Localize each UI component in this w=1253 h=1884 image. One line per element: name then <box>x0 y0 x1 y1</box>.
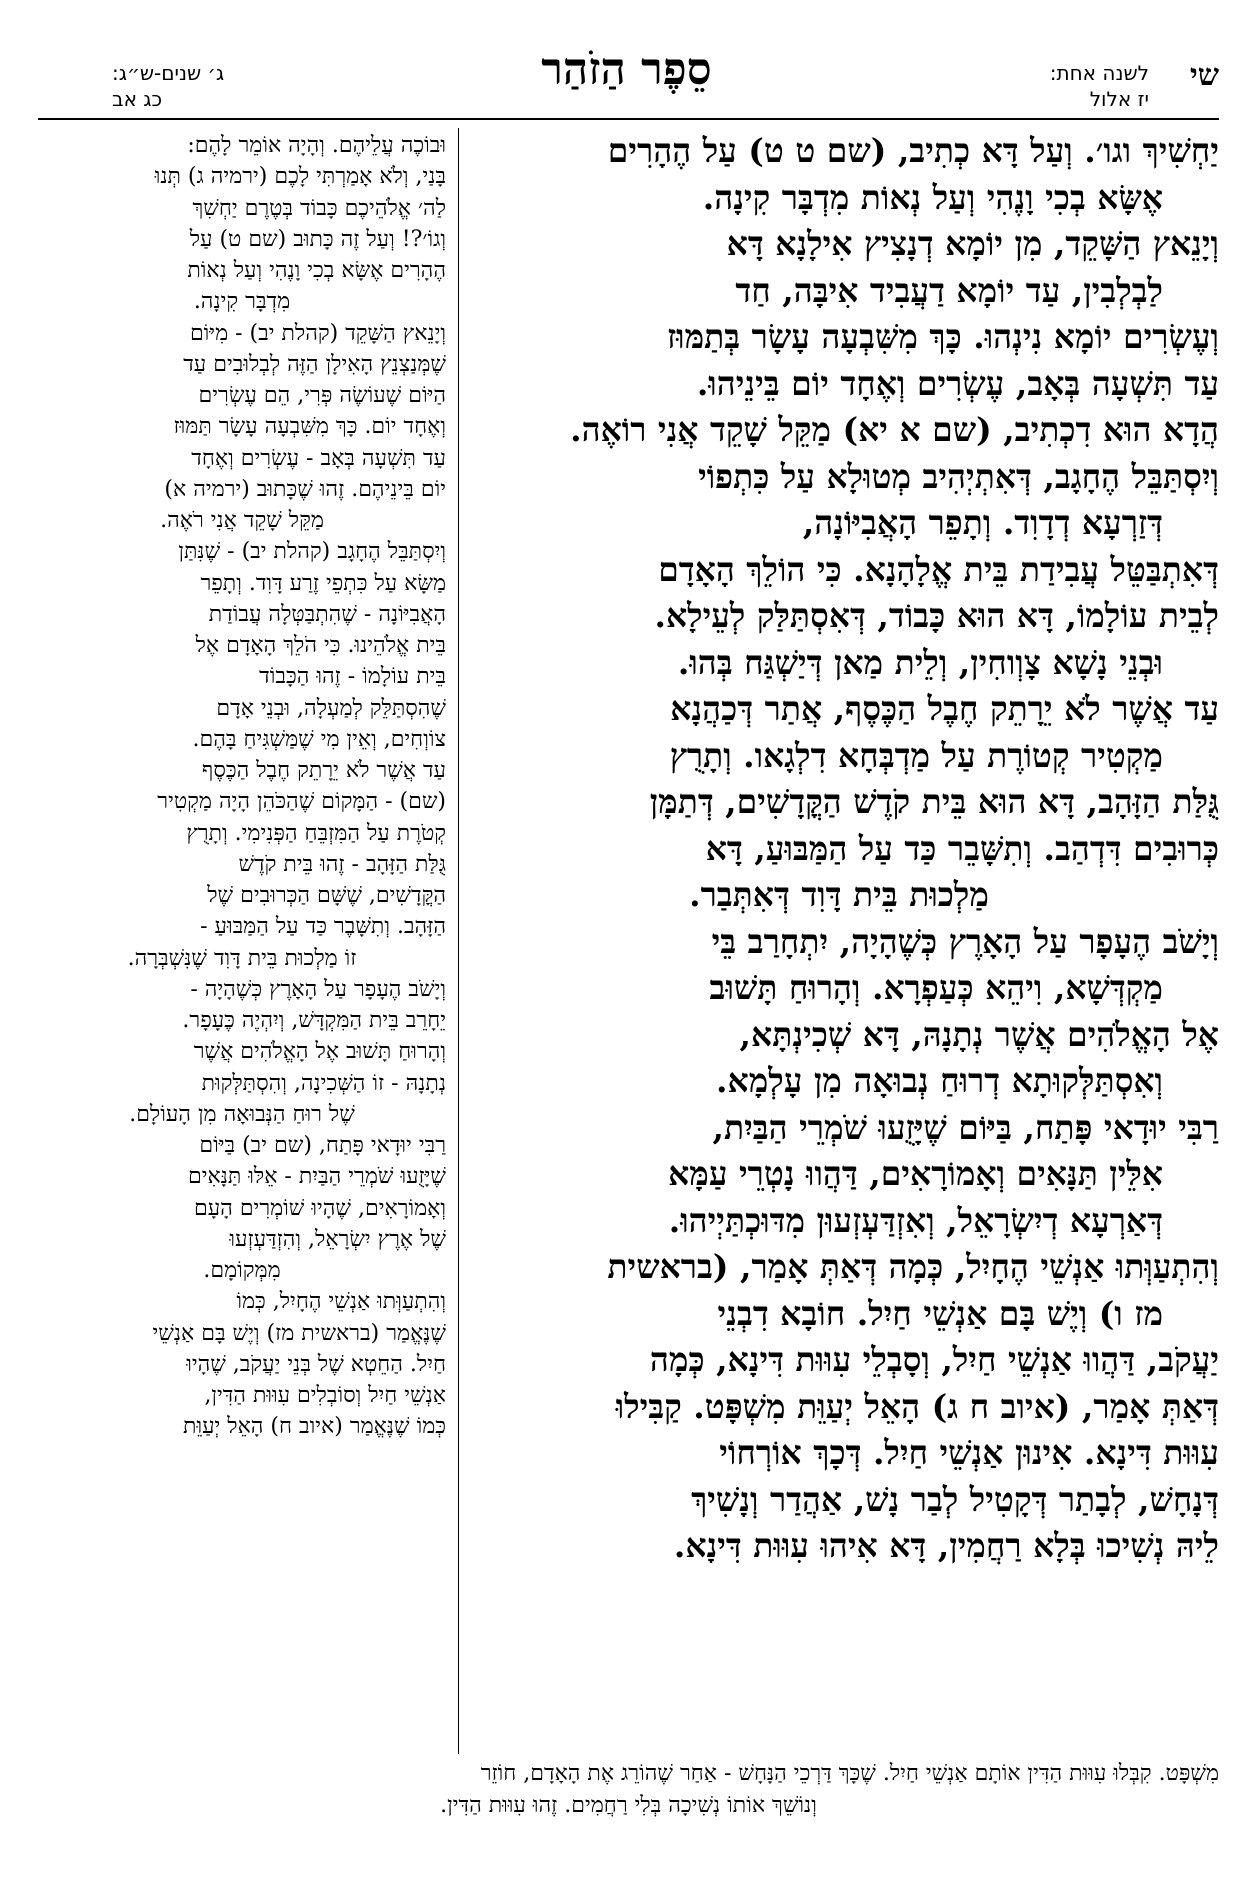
commentary-line: הֶהָרִים אֶשָּׂא בְכִי וָנֶהִי וְעַל נְאוֹת <box>187 258 446 283</box>
commentary-line: עַד אֲשֶׁר לֹא יֵרָתֵק חֶבֶל הַכֶּסֶף <box>201 758 446 783</box>
main-line: לְבֵית עוֹלָמוֹ, דָּא הוּא כָּבוֹד, דְּאִסְתַּלַּק לְעֵילָא. <box>654 596 1219 635</box>
commentary-line: צוֹוְחִים, וְאֵין מִי שֶׁמַּשְׁגִּיחַ בָּהֶם. <box>192 726 446 752</box>
commentary-line: שֶׁל אֶרֶץ יִשְׂרָאֵל, וְהִזְדַּעְזְעוּ <box>229 1226 446 1252</box>
commentary-line: לַה׳ אֱלֹהֵיכֶם כָּבוֹד בְּטֶרֶם יַחְשִׁךְ <box>192 195 446 221</box>
commentary-line: יוֹם בֵּינֵיהֶם. זֶהוּ שֶׁכָּתוּב (ירמיה א) <box>164 476 446 502</box>
main-line: אִלֵּין תַּנָּאִים וְאָמוֹרָאִים, דַּהֲווּ נָטְרֵי עַמָּא <box>668 1154 1163 1193</box>
commentary-line: הָאֲבִיּוֹנָה - שֶׁהִתְבַּטְּלָה עֲבוֹדַת <box>208 601 446 627</box>
main-line: וְאִסְתַּלְּקוּתָא דְרוּחַ נְבוּאָה מִן עָלְמָא. <box>716 1061 1163 1100</box>
commentary-line: וּבוֹכֶה עֲלֵיהֶם. וְהָיָה אוֹמֵר לָהֶם: <box>187 133 446 158</box>
main-line: וְעֶשְׂרִים יוֹמָא נִינְהוּ. כָּךְ מִשִּׁבְעָה עָשָׂר בְּתַמּוּז <box>666 317 1219 356</box>
commentary-line: שֶׁהִסְתַּלֵּק לְמַעְלָה, וּבְנֵי אָדָם <box>216 695 446 721</box>
book-title: סֵפֶר הַזֹהַר <box>541 44 712 95</box>
main-line: מַקְטִיר קְטוֹרֶת עַל מַדְבְּחָא דִלְגָאו. וְתָרֻץ <box>669 735 1163 775</box>
commentary-line: מַקֵּל שָׁקֵד אֲנִי רֹאֶה. <box>160 508 324 533</box>
commentary-line: וְיָנֵאץ הַשָּׁקֵד (קהלת יב) - מִיּוֹם <box>189 320 446 346</box>
commentary-line: בָּנַי, וְלֹא אָמַרְתִּי לָכֶם (ירמיה ג) תְּנוּ <box>154 164 446 190</box>
main-line: יַחְשִׁיךְ וגו׳. וְעַל דָּא כְתִיב, (שם ט ט) עַל הֶהָרִים <box>607 131 1219 170</box>
commentary-line: בֵּית אֱלֹהֵינוּ. כִּי הֹלֵךְ הָאָדָם אֶל <box>195 633 446 658</box>
main-line: וּבְנֵי נָשָׁא צָוְוחִין, וְלֵית מַאן דְּיַשְׁגַּח בְּהוּ. <box>677 642 1163 682</box>
main-line: יַעֲקֹב, דַּהֲווּ אַנְשֵׁי חַיִל, וְסָבְלֵי עִוּוּת דִּינָא, כְּמָה <box>649 1340 1219 1379</box>
commentary-line: וְהִתְעַוְּתוּ אַנְשֵׁי הֶחָיִל, כְּמוֹ <box>236 1289 446 1315</box>
commentary-line: חַיִל. הַחֵטְא שֶׁל בְּנֵי יַעֲקֹב, שֶׁהָיוּ <box>186 1351 446 1377</box>
main-line: מַקְדְּשָׁא, וִיהֵא כְּעַפְרָא. וְהָרוּחַ תָּשׁוּב <box>709 968 1163 1007</box>
schedule-date: כג אב <box>112 87 163 111</box>
main-line: כְּרוּבִים דִּדְהַב. וְתִשָּׁבֵר כַּד עַל הַמַּבּוּעַ, דָּא <box>705 828 1219 868</box>
reading-schedule-three-year <box>112 60 224 112</box>
commentary-line: הַיּוֹם שֶׁעוֹשֶׂה פְּרִי, הֵם עֶשְׂרִים <box>198 383 446 408</box>
main-line: רַבִּי יוּדָאי פָּתַח, בַּיּוֹם שֶׁיָּזֻעוּ שֹׁמְרֵי הַבַּיִת, <box>712 1107 1219 1147</box>
footer-commentary <box>38 1758 1219 1821</box>
main-line: אֶל הָאֱלֹהִים אֲשֶׁר נְתָנָהּ, דָּא שְׁכִינְתָּא, <box>739 1014 1219 1054</box>
column-divider <box>458 128 459 1754</box>
main-line: עַד תִּשְׁעָה בְּאָב, עֶשְׂרִים וְאֶחָד יוֹם בֵּינֵיהוּ. <box>696 363 1219 403</box>
main-line: עַד אֲשֶׁר לֹא יֵרָתֵק חֶבֶל הַכֶּסֶף, אֲתַר דְּכַהֲנָא <box>670 689 1219 728</box>
page-number: שי <box>1189 58 1219 93</box>
commentary-line: שֶׁיָּזֻעוּ שֹׁמְרֵי הַבַּיִת - אֵלּוּ תַּנָּאִים <box>188 1164 446 1190</box>
commentary-line: שֶׁנֶּאֱמַר (בראשית מז) וְיֶשׁ בָּם אַנְשֵׁי <box>152 1320 446 1346</box>
commentary-line: שֶׁל רוּחַ הַנְּבוּאָה מִן הָעוֹלָם. <box>129 1101 355 1127</box>
commentary-line: הַזָּהָב. וְתִשָּׁבֶר כַּד עַל הַמַּבּוּעַ - <box>200 914 446 940</box>
commentary-line: עַד תִּשְׁעָה בְּאָב - עֶשְׂרִים וְאֶחָד <box>191 445 446 471</box>
main-line: הֲדָא הוּא דִכְתִיב, (שם א יא) מַקֵּל שָׁקֵד אֲנִי רוֹאֶה. <box>570 410 1219 449</box>
commentary-line: יֵחָרֵב בֵּית הַמִּקְדָּשׁ, וְיִהְיֶה כֶּעָפָר. <box>182 1008 446 1033</box>
commentary-line: מִדְבָּר קִינָה. <box>193 289 291 315</box>
commentary-line: הַקֳּדָשִׁים, שֶׁשָּׁם הַכְּרוּבִים שֶׁל <box>207 883 446 908</box>
footer-line: מִשְׁפָּט. קִבְּלוּ עִוּוּת הַדִּין אוֹתָם אַנְשֵׁי חַיִל. שֶׁכָּךְ דַּרְכֵי הַנָּחָשׁ - אַחַר שֶׁהוֹרֵג אֶת הָאָדָם, חוֹזֵר <box>480 1761 1219 1786</box>
commentary-line: וְיָשֹׁב הֶעָפָר עַל הָאָרֶץ כְּשֶׁהָיָה - <box>190 976 446 1002</box>
commentary-line: וְאֶחָד יוֹם. כָּךְ מִשִּׁבְעָה עָשָׂר תַּמּוּז <box>173 414 446 440</box>
commentary-line: אַנְשֵׁי חַיִל וְסוֹבְלִים עִוּוּת הַדִּין, <box>204 1383 446 1408</box>
page-header <box>0 0 1253 118</box>
commentary-line: (שם) - הַמָּקוֹם שֶׁהַכֹּהֵן הָיָה מַקְטִיר <box>157 789 446 815</box>
commentary-line: קְטֹרֶת עַל הַמִּזְבֵּחַ הַפְּנִימִי. וְתָרֻץ <box>186 820 446 846</box>
schedule-label: לשנה אחת: <box>1049 61 1149 85</box>
main-line: מַלְכוּת בֵּית דָּוִד דְּאִתְּבַר. <box>689 875 989 914</box>
main-line: גֻּלַּת הַזָּהָב, דָּא הוּא בֵּית קֹדֶשׁ הַקֳּדָשִׁים, דְּתַמָּן <box>649 782 1219 821</box>
footer-line: וְנוֹשֵׁךְ אוֹתוֹ נְשִׁיכָה בְּלִי רַחֲמִים. זֶהוּ עִוּוּת הַדִּין. <box>440 1792 817 1818</box>
main-line: דְּאַתְּ אָמַר, (איוב ח ג) הָאֵל יְעַוֵּת מִשְׁפָּט. קַבִּילוּ <box>615 1386 1219 1426</box>
main-line: וְהִתְעַוְּתוּ אַנְשֵׁי הֶחָיִל, כְּמָה דְּאַתְּ אָמַר, (בראשית <box>607 1247 1219 1286</box>
main-line: עִוּוּת דִּינָא. אִינוּן אַנְשֵׁי חַיִל. דְּכָךְ אוֹרְחוֹי <box>719 1433 1219 1472</box>
commentary-line: זוֹ מַלְכוּת בֵּית דָּוִד שֶׁנִּשְׁבְּרָה. <box>127 945 357 971</box>
commentary-line: שֶׁמְּנַצְנֵץ הָאִילָן הַזֶּה לְבְלוּבִים עַד <box>183 351 446 377</box>
header-divider <box>38 118 1219 120</box>
commentary-line: וְיִסְתַּבֵּל הֶחָגָב (קהלת יב) - שֶׁנִּתַּן <box>178 539 446 565</box>
main-line: דְּנָחָשׁ, לְבָתַר דְּקָטִיל לְבַר נָשׁ, אַהֲדַר וְנָשִׁיךְ <box>691 1479 1219 1519</box>
commentary-line: מִמְּקוֹמָם. <box>203 1258 281 1283</box>
main-line: מז ו) וְיֶשׁ בָּם אַנְשֵׁי חַיִל. חוֹבָא דִבְנֵי <box>717 1293 1163 1333</box>
main-text-column <box>459 128 1219 1756</box>
main-line: דְּאַרְעָא דְיִשְׂרָאֵל, וְאִזְדַּעְזְעוּן מִדּוּכְתַּיְיהוּ. <box>668 1200 1163 1240</box>
main-line: וְיִסְתַּבֵּל הֶחָגָב, דְּאִתְיְהִיב מְטוּלָא עַל כִּתְפוֹי <box>698 456 1219 496</box>
main-line: לֵיהּ נְשִׁיכוּ בְּלָא רַחֲמִין, דָּא אִיהוּ עִוּוּת דִּינָא. <box>673 1526 1219 1565</box>
commentary-line: גֻּלַּת הַזָּהָב - זֶהוּ בֵּית קֹדֶשׁ <box>238 851 446 877</box>
commentary-line: וְאָמוֹרָאִים, שֶׁהָיוּ שׁוֹמְרִים הָעָם <box>194 1195 446 1221</box>
commentary-line: בֵּית עוֹלָמוֹ - זֶהוּ הַכָּבוֹד <box>259 664 446 690</box>
main-line: וְיָנֵאץ הַשָּׁקֵד, מִן יוֹמָא דְנָצִיץ אִילָנָא דָּא <box>726 224 1219 263</box>
commentary-line: כְּמוֹ שֶׁנֶּאֱמַר (איוב ח) הָאֵל יְעַוֵּת <box>183 1414 446 1440</box>
schedule-date: יז אלול <box>1089 87 1149 111</box>
main-line: וְיָשֹׁב הֶעָפָר עַל הָאָרֶץ כְּשֶׁהָיָה, יִתְחָרַב בֵּי <box>711 921 1219 961</box>
commentary-line: נְתָנָהּ - זוֹ הַשְּׁכִינָה, וְהִסְתַּלְּקוּת <box>201 1070 446 1096</box>
commentary-line: וְגוֹ׳?! וְעַל זֶה כָּתוּב (שם ט) עַל <box>189 226 446 252</box>
commentary-line: וְהָרוּחַ תָּשׁוּב אֶל הָאֱלֹהִים אֲשֶׁר <box>193 1039 446 1065</box>
main-line: דְּאִתְבַּטֵּל עֲבִידַת בֵּית אֱלָהָנָא. כִּי הוֹלֵךְ הָאָדָם <box>658 549 1219 589</box>
main-line: לַבְלְבִין, עַד יוֹמָא דַעֲבִיד אִיבָּה, חַד <box>735 270 1163 310</box>
main-line: דְּזַרְעָא דְדָוִד. וְתָפֵר הָאֲבִיּוֹנָה, <box>802 503 1163 542</box>
main-line: אֶשָּׂא בְכִי וָנֶהִי וְעַל נְאוֹת מִדְבָּר קִינָה. <box>702 177 1163 217</box>
schedule-label: ג׳ שנים-ש״ג: <box>112 61 225 85</box>
commentary-line: רַבִּי יוּדָאי פָּתַח, (שם יב) בַּיּוֹם <box>199 1133 446 1158</box>
commentary-column <box>38 130 446 1756</box>
commentary-line: מַשָּׂא עַל כִּתְפֵי זֶרַע דָּוִד. וְתָפֵר <box>200 570 446 596</box>
